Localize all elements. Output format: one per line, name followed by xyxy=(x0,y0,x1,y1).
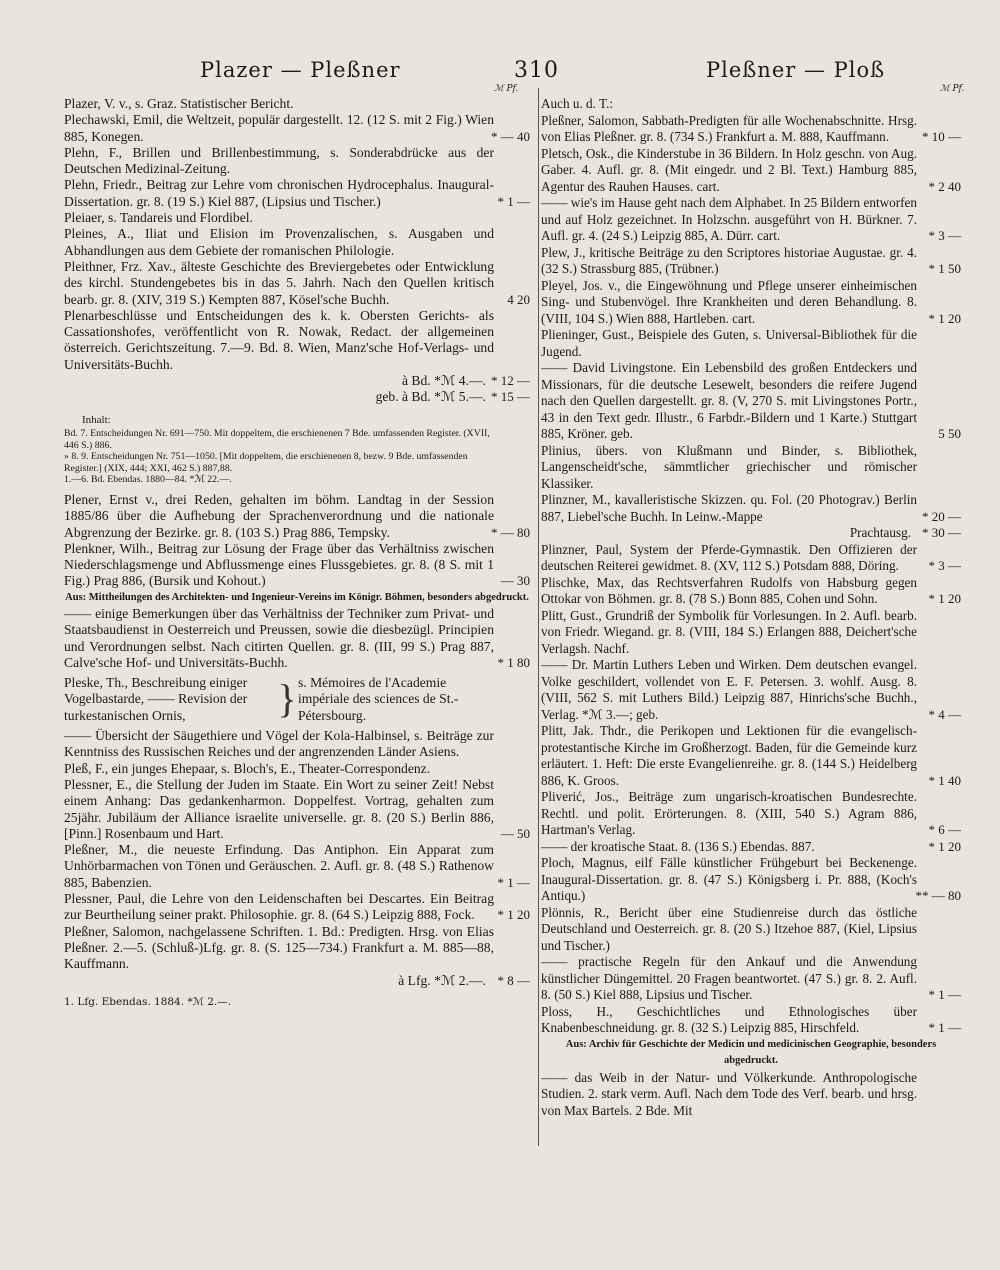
entry xyxy=(64,210,530,226)
entry xyxy=(64,606,530,671)
entry-text: Plessner, Paul, die Lehre von den Leidenschaften bei Descartes. Ein Beitrag zur Beurtheilung seiner prakt. Philosophie. gr. 8. (64 S.) Leipzig 888, Fock. xyxy=(64,891,494,923)
entry xyxy=(541,657,961,723)
entry-text: Aus: Mittheilungen des Architekten- und Ingenieur-Vereins im Königr. Böhmen, besonders abgedruckt. xyxy=(65,591,529,603)
entry-price: * 1 — xyxy=(928,987,961,1002)
entry-price: — 30 xyxy=(500,573,530,589)
entry-price: * 15 — xyxy=(491,389,530,405)
entry xyxy=(64,145,530,178)
footnote: 1. Lfg. Ebendas. 1884. *ℳ 2.—. xyxy=(64,995,232,1008)
entry-price: 4 20 xyxy=(507,291,530,307)
pleske-titles: Pleske, Th., Beschreibung einiger Vogelbastarde, —— Revision der turkestanischen Ornis, xyxy=(64,675,248,723)
entry-text: Plitt, Jak. Thdr., die Perikopen und Lektionen für die evangelisch-protestantische Kirche im Großherzogt. Baden, für die Gemeinde kurz erläutert. 1. Heft: Die erste Evangelienreihe. gr. 8. (144 S.) Heidelberg 886, K. Groos. xyxy=(541,723,917,788)
entry xyxy=(541,146,961,196)
entry-price: * 8 — xyxy=(497,972,530,988)
entry xyxy=(541,327,961,360)
right-column xyxy=(541,96,961,1119)
entry xyxy=(541,723,961,789)
entry-price: * 1 20 xyxy=(928,310,961,326)
entry xyxy=(541,1037,961,1070)
entry xyxy=(541,1004,961,1037)
entry xyxy=(541,245,961,278)
entry xyxy=(64,777,530,842)
entry xyxy=(64,389,530,405)
brace-icon: } xyxy=(277,676,297,722)
pleske-entry xyxy=(64,675,530,724)
inhalt-line: » 8. 9. Entscheidungen Nr. 751—1050. [Mit doppeltem, die erschienenen 8, bezw. 9 Bde. umfassenden Register.] (XIX, 444; XXI, 462 S.) 887,88. xyxy=(64,451,468,474)
entry xyxy=(64,761,530,777)
entry-text: Plinzner, Paul, System der Pferde-Gymnastik. Den Offizieren der deutschen Reiterei gewidmet. 8. (XV, 112 S.) Potsdam 888, Döring. xyxy=(541,541,917,573)
entry-text: Pleithner, Frz. Xav., älteste Geschichte des Breviergebetes oder Entwicklung des kirchl. Stundengebetes bis in das 5. Jahrh. Nach den Quellen kritisch bearb. gr. 8. (XIV, 319 S.) Kempten 887, Kösel'sche Buchh. xyxy=(64,258,494,307)
entry xyxy=(64,96,530,112)
entry-text: —— Dr. Martin Luthers Leben und Wirken. Dem deutschen evangel. Volke geschildert, vollendet von E. F. Petersen. 3. wohlf. Ausg. 8. (VIII, 562 S. mit Luthers Bild.) Leipzig 887, Hinrichs'sche Buchh., Verlag. *ℳ 3.—; geb. xyxy=(541,657,917,722)
entry-text: —— practische Regeln für den Ankauf und die Anwendung künstlicher Düngemittel. 20 Fragen beantwortet. (47 S.) gr. 8. 2. Aufl. 8. (50 S.) Kiel 888, Lipsius und Tischer. xyxy=(541,954,917,1002)
entry xyxy=(541,855,961,905)
entry-text: —— einige Bemerkungen über das Verhältniss der Techniker zum Privat- und Staatsbaudienst in Oesterreich und Preussen, sowie die diesbezügl. Principien und Verordnungen selbst. Nach citirten Quellen. gr. 8. (III, 99 S.) Prag 887, Calve'sche Hof- und Universitäts-Buchh. xyxy=(64,605,494,670)
entry-price: * 6 — xyxy=(928,822,961,837)
entry-text: Auch u. d. T.: xyxy=(541,96,614,111)
entry-price: * 1 20 xyxy=(497,907,530,923)
entry-text: Plischke, Max, das Rechtsverfahren Rudolfs von Habsburg gegen Ottokar von Böhmen. gr. 8. (78 S.) Bonn 885, Cohen und Sohn. xyxy=(541,574,917,606)
entry-price: — 50 xyxy=(500,825,530,841)
entry-text: Pleines, A., Iliat und Elision im Provenzalischen, s. Ausgaben und Abhandlungen aus dem Gebiete der romanischen Philologie. xyxy=(64,226,494,258)
entry xyxy=(64,226,530,259)
entry xyxy=(541,113,961,146)
entry-price: ** — 80 xyxy=(915,888,961,903)
entry xyxy=(541,608,961,658)
entry-price: * 30 — xyxy=(922,525,961,540)
entry-text: Plehn, Friedr., Beitrag zur Lehre vom chronischen Hydrocephalus. Inaugural-Dissertation. gr. 8. (19 S.) Kiel 887, (Lipsius und Tischer.) xyxy=(64,177,494,209)
entry xyxy=(541,96,961,113)
entry xyxy=(541,954,961,1004)
entry-price: * 4 — xyxy=(928,706,961,722)
entry xyxy=(541,905,961,955)
entry xyxy=(64,373,530,389)
entry xyxy=(64,590,530,606)
entry-price: * 1 20 xyxy=(928,591,961,606)
running-header-left: Plazer — Pleßner xyxy=(200,58,401,82)
entry-text: —— wie's im Hause geht nach dem Alphabet. In 25 Bildern entworfen und auf Holz gezeichnet. In Holzschn. ausgeführt von H. Bürkner. 7. Aufl. gr. 4. (24 S.) Leipzig 885, A. Dürr. cart. xyxy=(541,195,917,243)
entry-text: geb. à Bd. *ℳ 5.—. xyxy=(375,389,486,405)
entry-text: Plenkner, Wilh., Beitrag zur Lösung der Frage über das Verhältniss zwischen Niederschlagsmenge und Abflussmenge eines Flussgebietes. gr. 8. (8 S. mit 1 Fig.) Prag 886, (Bursik und Kohout.) xyxy=(64,540,494,589)
entry-text: —— der kroatische Staat. 8. (136 S.) Ebendas. 887. xyxy=(541,838,815,854)
entry-text: Plazer, V. v., s. Graz. Statistischer Bericht. xyxy=(64,96,294,111)
entry-text: Pleiaer, s. Tandareis und Flordibel. xyxy=(64,210,253,226)
entry-text: Pleßner, M., die neueste Erfindung. Das Antiphon. Ein Apparat zum Unhörbarmachen von Tönen und Geräuschen. 2. Aufl. gr. 8. (48 S.) Rathenow 885, Babenzien. xyxy=(64,842,494,890)
entry xyxy=(541,839,961,856)
entry xyxy=(541,542,961,575)
entry-price: * 1 — xyxy=(928,1020,961,1035)
entry xyxy=(64,973,530,989)
entry-text: Pleßner, Salomon, Sabbath-Predigten für alle Wochenabschnitte. Hrsg. von Elias Pleßner. gr. 8. (734 S.) Frankfurt a. M. 888, Kauffmann. xyxy=(541,112,917,144)
column-divider xyxy=(538,88,539,1146)
entry-text: Plenarbeschlüsse und Entscheidungen des k. k. Obersten Gerichts- als Cassationshofes, veröffentlicht von R. Nowak, Redact. der allgemeinen österreich. Gerichtszeitung. 7.—9. Bd. 8. Wien, Manz'sche Hof-Verlags- und Universitäts-Buchh. xyxy=(64,307,494,372)
entry xyxy=(541,278,961,328)
entry-text: Plehn, F., Brillen und Brillenbestimmung, s. Sonderabdrücke aus der Deutschen Medizinal-Zeitung. xyxy=(64,144,494,177)
entry-text: Prachtausg. xyxy=(849,525,911,540)
entry-text: Plessner, E., die Stellung der Juden im Staate. Ein Wort zu seiner Zeit! Nebst einem Anhang: Das gedankenharmon. Doppelfest. Vortrag, gehalten zum 25jähr. Jubiläum der Alliance israelite universelle. gr. 8. (20 S.) Berlin 886, [Pinn.] Rosenbaum und Hart. xyxy=(64,776,494,841)
entry-text: —— das Weib in der Natur- und Völkerkunde. Anthropologische Studien. 2. stark verm. Aufl. Nach dem Tode des Verf. bearb. und hrsg. von Max Bartels. 2 Bde. Mit xyxy=(541,1069,917,1118)
currency-header-left: ℳ Pf. xyxy=(494,84,519,94)
running-header-right: Pleßner — Ploß xyxy=(706,58,886,82)
entry-text: Plew, J., kritische Beiträge zu den Scriptores historiae Augustae. gr. 4. (32 S.) Strassburg 885, (Trübner.) xyxy=(541,244,917,276)
entry-price: * 1 20 xyxy=(928,838,961,854)
inhalt-line: 1.—6. Bd. Ebendas. 1880—84. *ℳ 22.—. xyxy=(64,474,232,486)
entry-price: * 12 — xyxy=(491,373,530,389)
entry-price: * 3 — xyxy=(928,228,961,243)
entry-price: * 1 — xyxy=(497,193,530,209)
inhalt-label: Inhalt: xyxy=(82,413,111,426)
entry-text: Ploch, Magnus, eilf Fälle künstlicher Frühgeburt bei Beckenenge. Inaugural-Dissertation. gr. 8. (47 S.) Königsberg i. Pr. 888, (Koch's Antiqu.) xyxy=(541,855,917,903)
left-column xyxy=(64,96,530,1009)
entry-text: Pletsch, Osk., die Kinderstube in 36 Bildern. In Holz geschn. von Aug. Gaber. 4. Aufl. gr. 8. (Mit eingedr. und 2 Bl. Text.) Hamburg 885, Agentur des Rauhen Hauses. cart. xyxy=(541,145,917,194)
entry-price: * — 80 xyxy=(491,524,530,540)
entry-text: Plönnis, R., Bericht über eine Studienreise durch das östliche Deutschland und Oesterreich. gr. 8. (20 S.) Itzehoe 887, (Kiel, Lipsius und Tischer.) xyxy=(541,904,917,953)
entry-price: * 1 — xyxy=(497,874,530,890)
currency-header-right: ℳ Pf. xyxy=(940,84,965,94)
entry xyxy=(541,360,961,443)
entry-text: Plieninger, Gust., Beispiele des Guten, s. Universal-Bibliothek für die Jugend. xyxy=(541,327,917,359)
entry xyxy=(64,728,530,761)
entry-text: Ploss, H., Geschichtliches und Ethnologisches über Knabenbeschneidung. gr. 8. (32 S.) Leipzig 885, Hirschfeld. xyxy=(541,1003,917,1035)
entry xyxy=(64,541,530,590)
entry-price: * 20 — xyxy=(922,508,961,524)
entry-text: Plitt, Gust., Grundriß der Symbolik für Vorlesungen. In 2. Aufl. bearb. von Friedr. Wiegand. gr. 8. (VIII, 184 S.) Erlangen 888, Deichert'sche Verlagsh. Nachf. xyxy=(541,607,917,656)
pleske-reference: s. Mémoires de l'Academie impériale des sciences de St.-Pétersbourg. xyxy=(298,675,459,723)
entry-price: * 2 40 xyxy=(928,178,961,194)
inhalt-line: Bd. 7. Entscheidungen Nr. 691—750. Mit doppeltem, die erschienenen 7 Bde. umfassenden Register. (XVII, 446 S.) 886. xyxy=(64,427,490,451)
entry xyxy=(541,525,961,542)
entry xyxy=(64,177,530,210)
entry-text: Plinzner, M., kavalleristische Skizzen. qu. Fol. (20 Photograv.) Berlin 887, Liebel'sche Buchh. In Leinw.-Mappe xyxy=(541,492,917,524)
entry-text: Plinius, übers. von Klußmann und Binder, s. Bibliothek, Langenscheidt'sche, sämmtlicher griechischer und römischer Klassiker. xyxy=(541,442,917,491)
entry xyxy=(541,195,961,245)
entry xyxy=(64,259,530,308)
entry xyxy=(541,443,961,493)
entry-price: * 1 80 xyxy=(497,654,530,670)
entry xyxy=(541,789,961,839)
entry-text: Aus: Archiv für Geschichte der Medicin und medicinischen Geographie, besonders abgedruckt. xyxy=(565,1038,937,1066)
entry xyxy=(64,842,530,891)
entry xyxy=(64,891,530,924)
entry-text: Plener, Ernst v., drei Reden, gehalten im böhm. Landtag in der Session 1885/86 über die Aufhebung der Sprachenverordnung und die nationale Abgrenzung der Bezirke. gr. 8. (103 S.) Prag 886, Tempsky. xyxy=(64,491,494,540)
entry-text: à Bd. *ℳ 4.—. xyxy=(401,373,486,389)
entry xyxy=(541,492,961,525)
entry xyxy=(64,308,530,373)
entry-text: Pleyel, Jos. v., die Eingewöhnung und Pflege unserer einheimischen Sing- und Stubenvögel. Ihre Krankheiten und deren Behandlung. 8. (VIII, 104 S.) Wien 888, Hartleben. cart. xyxy=(541,277,917,326)
entry xyxy=(64,112,530,145)
entry xyxy=(64,492,530,541)
entry-text: —— David Livingstone. Ein Lebensbild des großen Entdeckers und Missionars, für die deutsche Lesewelt, besonders die reifere Jugend nach den Quellen dargestellt. gr. 8. (V, 270 S. mit Livingstones Portr., 43 in den Text gedr. Illustr., 6 Farbdr.-Bildern und 1 Karte.) Stuttgart 885, Kröner. geb. xyxy=(541,360,917,441)
entry-text: Pliverić, Jos., Beiträge zum ungarisch-kroatischen Bundesrechte. Rechtl. und polit. Erörterungen. 8. (XIII, 540 S.) Agram 886, Hartman's Verlag. xyxy=(541,789,917,837)
entry-text: Plechawski, Emil, die Weltzeit, populär dargestellt. 12. (12 S. mit 2 Fig.) Wien 885, Konegen. xyxy=(64,112,494,144)
entry xyxy=(541,575,961,608)
entry-text: Pleßner, Salomon, nachgelassene Schriften. 1. Bd.: Predigten. Hrsg. von Elias Pleßner. 2.—5. (Schluß-)Lfg. gr. 8. (S. 125—734.) Frankfurt a. M. 885—88, Kauffmann. xyxy=(64,923,494,972)
entry xyxy=(541,1070,961,1120)
entry-price: * 1 50 xyxy=(928,261,961,276)
entry-text: —— Übersicht der Säugethiere und Vögel der Kola-Halbinsel, s. Beiträge zur Kenntniss des Russischen Reiches und der angrenzenden Länder Asiens. xyxy=(64,728,494,760)
entry xyxy=(64,924,530,973)
page-number: 310 xyxy=(514,58,559,83)
entry-price: * 10 — xyxy=(922,129,961,144)
entry-text: Pleß, F., ein junges Ehepaar, s. Bloch's, E., Theater-Correspondenz. xyxy=(64,760,431,776)
entry-text: à Lfg. *ℳ 2.—. xyxy=(398,972,486,988)
entry-price: * 1 40 xyxy=(928,772,961,788)
entry-price: * — 40 xyxy=(491,128,530,144)
entry-price: * 3 — xyxy=(928,558,961,573)
entry-price: 5 50 xyxy=(938,426,961,441)
